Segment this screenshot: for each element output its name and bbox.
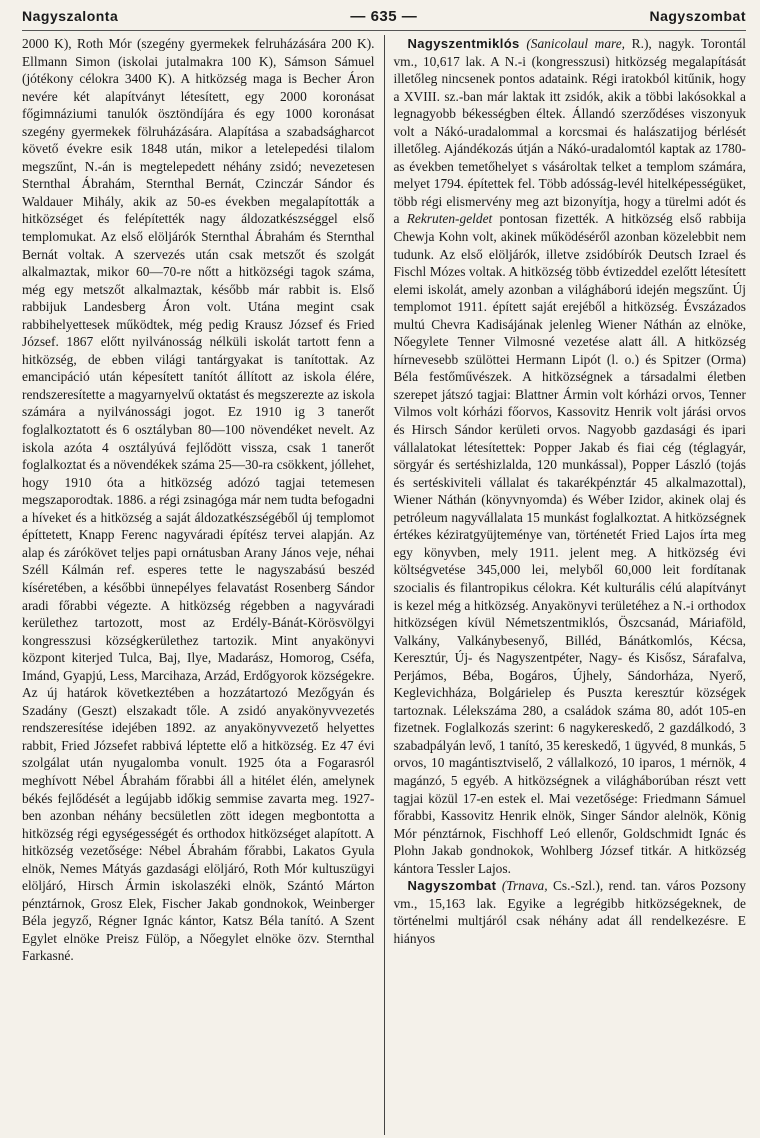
entry-text: R.), nagyk. Torontál vm., 10,617 lak. A N.-i (kongresszusi) hitközség megalapítását illetőleg nincsenek pontos adataink. Régi iratokból kitűnik, hogy a XVIII. sz.-ban már laktak itt zsidók, akik a többi lakósokkal a legnagyobb békességben éltek. Állandó szerződéses viszonyuk volt a Nákó-uradalommal a korcsmai és halászatijog bérlését illetőleg. Ajándékozás útján a Nákó-uradalomtól kaptak az 1780-as években temetőhelyet s vásároltak telket a templom számára, melyet 1794. építettek fel. Több adósság-levél hitelképességüket, több régi elismervény meg azt bizonyítja, hogy a türelmi adót és a <box>393 36 746 227</box>
right-column <box>393 35 746 1135</box>
entry-text: pontosan fizették. A hitközség első rabbija Chewja Kohn volt, akinek működéséről azonban közelebbit nem tudunk. Az első elöljárók, illetve zsidóbírók Deutsch Izrael és Fischl Mózes voltak. A hitközség több évtizeddel ezelőtt létesített elemi iskolát, amely azonban a világháború idején megszűnt. Új templomot 1911. épített saját erejéből a hitközség. Évszázados multú Chevra Kadisájának jelenleg Wiener Náthán az elnöke, Nőegylete Tenner Vilmosné vezetése alatt áll. A hitközség hírnevesebb szülöttei Hermann Lipót (l. o.) és Spitzer (Orma) Béla festőművészek. A hitközségnek a társadalmi életben szerepet játszó tagjai: Blattner Ármin volt kórházi orvos, Tenner Vilmos volt kórházi főorvos, Kassovitz Henrik volt járási orvos és Hirsch Sándor kerületi orvos. Nagyobb gazdasági és ipari vállalatokat létesítettek: Popper Jakab és fiai cég (téglagyár, sörgyár és sertéshizlalda, 120 munkással), Popper László (tojás és sertéskiviteli vállalat és takarékpénztár 45 alkalmazottal), Wiener Náthán (könyvnyomda) és Wéber Izidor, akinek olaj és petróleum nagyvállalata 15 munkást foglalkoztat. A hitközségnek értékes kéziratgyüjteménye van, történetét Fried Lajos írta meg egy könyvben, mely 1911. jelent meg. A hitközség évi költségvetése 345,000 lei, melyből 60,000 leit fordítanak szocialis és filantropikus célokra. Két kulturális célú alapítványt is kezel még a hitközség. Anyakönyvi területéhez a N.-i orthodox hitközségen kívül Németszentmiklós, Öszcsanád, Máriaföld, Valkány, Valkánybesenyő, Billéd, Bánátkomlós, Kécsa, Keresztúr, Új- és Nagyszentpéter, Nagy- és Kisősz, Sárafalva, Perjámos, Béba, Bogáros, Újhely, Sándorháza, Nyerő, Keglevichháza, Bolgárielep és Puszta keresztúr községek tartoznak. Lélekszáma 280, a családok száma 80, adót 105-en fizetnek. Foglalkozás szerint: 6 nagykereskedő, 2 gazdálkodó, 3 szabadpályán levő, 1 tanító, 35 kereskedő, 1 ügyvéd, 8 munkás, 5 orvos, 10 magántisztviselő, 2 vállalkozó, 10 iparos, 1 mérnök, 4 magánzó, 5 egyéb. A hitközségnek a világháborúban részt vett tagjai közül 17-en estek el. Mai vezetősége: Friedmann Sámuel főrabbi, Kassovitz Henrik elnök, Singer Sándor alelnök, König Mór pénztárnok, Fischhoff Leó ellenőr, Goldschmidt Ignác és Plohn Jakab gondnokok, Wohlberg József titkár. A hitközség kántora Tessler Lajos. <box>393 211 746 876</box>
entry-latin-name: (Sanicolaul mare, <box>526 36 626 51</box>
entry-nagyszentmiklos <box>393 35 746 877</box>
entry-term: Rekruten-geldet <box>406 211 493 227</box>
running-header <box>22 8 746 31</box>
text-columns <box>22 35 746 1135</box>
entry-nagyszombat <box>393 877 746 947</box>
entry-title: Nagyszentmiklós <box>407 36 520 51</box>
entry-title: Nagyszombat <box>407 878 497 894</box>
entry-latin-name: (Trnava, <box>501 878 548 894</box>
page-number: — 635 — <box>350 8 418 25</box>
entry-text: Cs.-Szl.), rend. tan. város Pozsony vm., 15,163 lak. Egyike a legrégibb hitközségeknek, de történelmi multjáról csak néhány adat áll rendelkezésre. E hiányos <box>393 878 746 946</box>
header-right: Nagyszombat <box>649 8 746 24</box>
left-column-text: 2000 K), Roth Mór (szegény gyermekek felruházására 200 K). Ellmann Simon (iskolai jutalmakra 100 K), Sámson Sámuel (jótékony célokra 3400 K). A hitközség maga is Becher Áron nevére két alapítványt létesített, egy 2000 koronásat főgimnáziumi tanulók ösztöndíjára és egy 1000 koronásat szegény gyermekek fölruházására. Alapítása a szabadságharcot követő évekre esik 1848 után, mikor a letelepedési tilalom megszűnt, N.-án is megtelepedett néhány zsidó; nevezetesen Sternthal Ábrahám, Sternthal Bernát, Czinczár Sándor és Waldauer Mihály, akik az 50-es években megalapították a hitközséget és felépítették nagy áldozatkészséggel első templomukat. Az első elöljárók Sternthal Ábrahám és Sternthal Bernát voltak. A szervezés után csak metszőt és szolgát alkalmaztak, mikor 60—70-re nőtt a hitközségi tagok száma, még egy metszőt alkalmaztak, később már rabbit is. Első rabbijuk Landesberg Áron volt. Utána megint csak rabbihelyettesek működtek, még pedig Krausz József és Fried József. 1867 előtt nyilvánosság nélküli iskolát tartott fenn a hitközség, de ebben világi tantárgyakat is tanítottak. Az emancipáció után képesített tanítót állított az iskola élére, rendszeresítette a magyarnyelvű oktatást és megszerezte az iskola számára a nyilvánossági jogot. Ez 1910 ig 3 tanerőt foglalkoztatott és 6 osztályban 80—100 növendéket nevelt. Az iskola azóta 4 osztályúvá fejlődött vissza, csak 1 tanerőt foglalkoztat és a növendékek száma 25—30-ra csökkent, jóllehet, hogy 1910 óta a hitközség adózó tagjai tetemesen megszaporodtak. 1886. a régi zsinagóga már nem tudta befogadni a híveket és a hitközség a saját áldozatkészségéből új templomot építtetett, Knapp Ferenc nagyváradi építész tervei alapján. Az alap és zárókövet teljes papi ornátusban Arany János veje, néhai Széll Kálmán ref. esperes tette le nagyszabású beszéd kíséretében, a későbbi ünnepélyes felavatást Rosenberg Sándor aradi főrabbi végezte. A hitközség régebben a nagyváradi kerülethez tartozott, most az Erdély-Bánát-Körösvölgyi kongresszusi községkerülethez tartozik. Mint anyakönyvi központ kiterjed Tulca, Baj, Ilye, Madarász, Homorog, Cséfa, Imánd, Gyapjú, Less, Marcihaza, Arzád, Erdőgyorok községekre. Az új határok következtében a hozzátartozó Mezőgyán és Szadány (Geszt) elszakadt tőle. A zsidó anyakönyvvezetés rendszeresítése idejében 1892. az anyakönyvvezető helyettes rabbit, Fried Józsefet rabbivá léptette elő a hitközség. Ez 47 évi szolgálat után nyugalomba vonult. 1925 óta a Fogarasról meghívott Nébel Ábrahám főrabbi áll a hitélet élén, amelynek békés fejlődését a legújabb időkig semmise zavarta meg. 1927-ben azonban néhány becsületlen zött idegen megbontotta a hitközség régi egységességét és orthodox hitközséget alapított. A hitközség vezetősége: Nébel Ábrahám főrabbi, Lakatos Gyula elnök, Nemes Mátyás gazdasági elöljáró, Roth Mór kultuszügyi elöljáró, Hirsch Ármin iskolaszéki elnök, Szántó Márton pénztárnok, Grosz Elek, Fischer Jakab gondnokok, Weinberger Béla jegyző, Régner Ignác kántor, Katsz Béla tanító. A Szent Egylet elnöke Preisz Fülöp, a Nőegylet elnöke özv. Sternthal Farkasné. <box>22 36 375 964</box>
column-divider <box>384 35 385 1135</box>
header-left: Nagyszalonta <box>22 8 119 24</box>
left-column <box>22 35 375 1135</box>
